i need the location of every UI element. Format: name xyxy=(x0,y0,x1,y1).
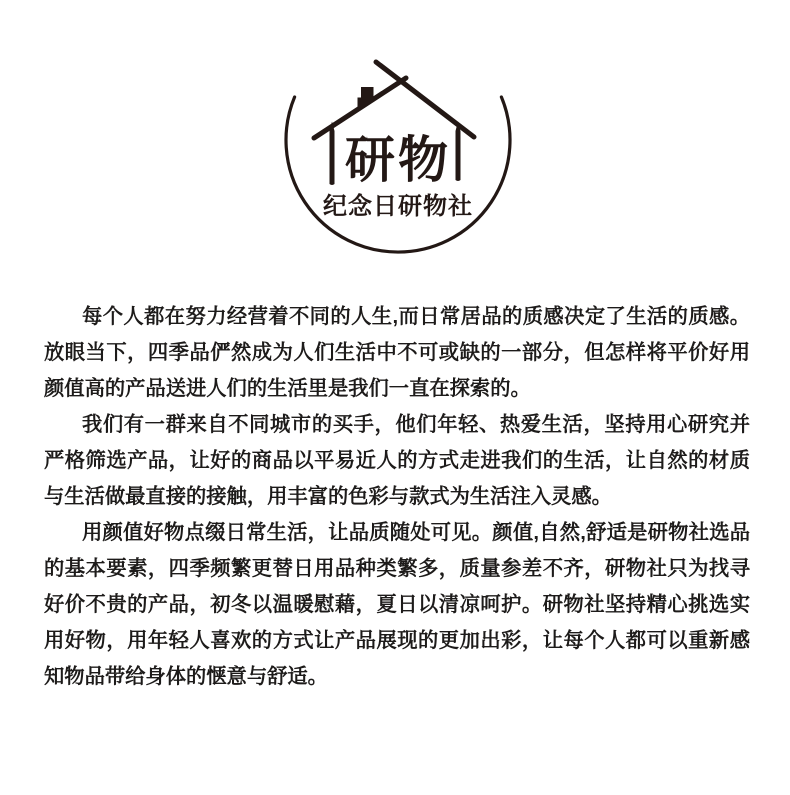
intro-paragraph-3: 用颜值好物点缀日常生活，让品质随处可见。颜值,自然,舒适是研物社选品的基本要素，四季频繁更替日用品种类繁多，质量参差不齐，研物社只为找寻好价不贵的产品，初冬以温暖慰藉，夏日以清凉呵护。研物社坚持精心挑选实用好物，用年轻人喜欢的方式让产品展现的更加出彩，让每个人都可以重新感知物品带给身体的惬意与舒适。 xyxy=(44,522,750,688)
house-wall-right xyxy=(456,122,461,182)
intro-paragraph-2: 我们有一群来自不同城市的买手，他们年轻、热爱生活，坚持用心研究并严格筛选产品，让好的商品以平易近人的方式走进我们的生活，让自然的材质与生活做最直接的接触，用丰富的色彩与款式为生活注入灵感。 xyxy=(44,414,750,508)
logo-brand-text: 研物 xyxy=(345,132,451,188)
house-roof-right xyxy=(376,62,474,137)
house-wall-left xyxy=(330,122,335,186)
brand-logo xyxy=(280,52,520,264)
house-logo-icon xyxy=(280,52,520,264)
intro-paragraph-1: 每个人都在努力经营着不同的人生,而日常居品的质感决定了生活的质感。放眼当下，四季品俨然成为人们生活中不可或缺的一部分，但怎样将平价好用颜值高的产品送进人们的生活里是我们一直在探索的。 xyxy=(44,306,750,400)
house-chimney xyxy=(358,87,374,112)
brand-intro-text xyxy=(44,299,750,695)
logo-subtitle-text: 纪念日研物社 xyxy=(323,193,473,220)
